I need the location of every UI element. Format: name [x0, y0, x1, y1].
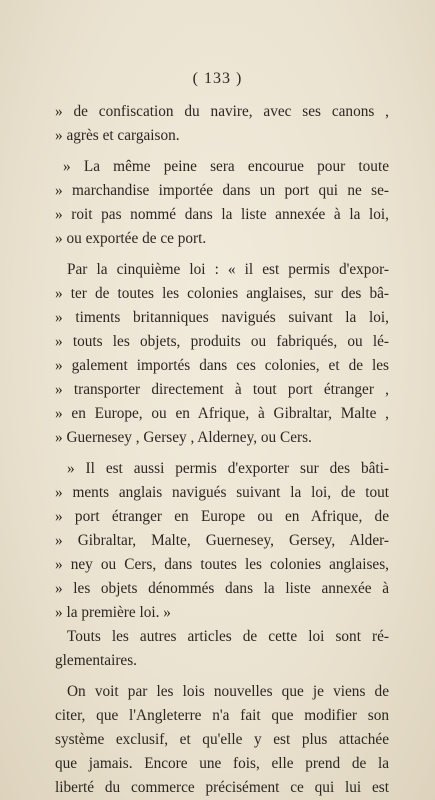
paragraph-3 — [55, 258, 389, 450]
text-line: Touts les autres articles de cette loi sont ré- — [67, 628, 389, 645]
paragraph-4 — [55, 457, 389, 625]
text-line: » en Europe, ou en Afrique, à Gibraltar, Malte , — [55, 405, 389, 422]
body-text — [55, 100, 389, 800]
text-line: On voit par les lois nouvelles que je viens de — [67, 683, 389, 700]
text-line: » galement importés dans ces colonies, et de les — [55, 357, 389, 374]
text-line: » ney ou Cers, dans toutes les colonies anglaises, — [55, 556, 389, 573]
text-line: Par la cinquième loi : « il est permis d'expor- — [67, 261, 389, 278]
text-line: » roit pas nommé dans la liste annexée à la loi, — [55, 206, 389, 223]
text-line: citer, que l'Angleterre n'a fait que modifier son — [55, 707, 389, 724]
text-line: » ou exportée de ce port. — [55, 230, 207, 247]
text-line: » Il est aussi permis d'exporter sur des bâti- — [67, 460, 389, 477]
text-line: » de confiscation du navire, avec ses canons , — [55, 103, 389, 120]
text-line: liberté du commerce précisément ce qui lui est — [55, 779, 389, 796]
text-line: glementaires. — [55, 652, 137, 669]
text-line: » les objets dénommés dans la liste annexée à — [55, 580, 389, 597]
text-line: » timents britanniques navigués suivant la loi, — [55, 309, 389, 326]
text-line: » port étranger en Europe ou en Afrique, de — [55, 508, 389, 525]
text-line: que jamais. Encore une fois, elle prend de la — [55, 755, 389, 772]
page-number: ( 133 ) — [192, 70, 243, 87]
paragraph-6 — [55, 680, 389, 800]
text-line: » ter de toutes les colonies anglaises, sur des bâ- — [55, 285, 389, 302]
paragraph-5 — [55, 625, 389, 673]
text-line: système exclusif, et qu'elle y est plus attachée — [55, 731, 389, 748]
text-line: » Gibraltar, Malte, Guernesey, Gersey, Alder- — [55, 532, 389, 549]
paragraph-2 — [55, 155, 389, 251]
text-line: » marchandise importée dans un port qui ne se- — [55, 182, 389, 199]
text-line: » la première loi. » — [55, 604, 171, 621]
text-line: » agrès et cargaison. — [55, 127, 180, 144]
text-line: » touts les objets, produits ou fabriqués, ou lé- — [55, 333, 389, 350]
text-line: » ments anglais navigués suivant la loi, de tout — [55, 484, 389, 501]
text-line: » La même peine sera encourue pour toute — [63, 158, 389, 175]
paragraph-1 — [55, 100, 389, 148]
text-line: » Guernesey , Gersey , Alderney, ou Cers. — [55, 429, 312, 446]
text-line: » transporter directement à tout port étranger , — [55, 381, 389, 398]
